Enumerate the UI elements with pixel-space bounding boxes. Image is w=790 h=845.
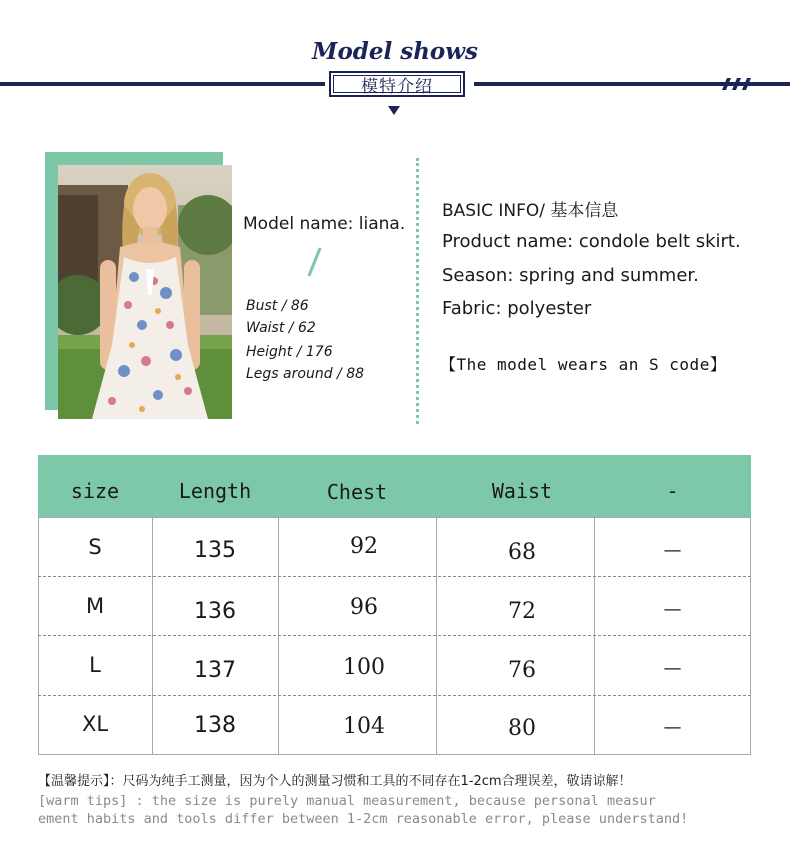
model-wears-size: 【The model wears an S code】: [440, 355, 727, 374]
dotted-divider: [416, 158, 419, 424]
cell-chest: 92: [350, 534, 378, 559]
cell-waist: 76: [508, 657, 536, 683]
cell-chest: 100: [343, 654, 385, 680]
header-rule-left: [0, 82, 325, 86]
cell-waist: 68: [508, 540, 536, 565]
fabric: Fabric: polyester: [442, 298, 592, 319]
cell-extra: —: [663, 599, 682, 620]
basic-info-heading: BASIC INFO/ 基本信息: [442, 201, 619, 221]
model-legs-around: Legs around / 88: [246, 366, 365, 382]
cell-size: M: [85, 593, 105, 618]
warm-tips-english-line2: ement habits and tools differ between 1-2cm reasonable error, please understand!: [38, 811, 689, 827]
cell-size: XL: [81, 712, 109, 736]
model-height: Height / 176: [246, 344, 333, 360]
model-waist: Waist / 62: [246, 320, 316, 336]
header-stripes-decoration: [718, 78, 758, 90]
product-name: Product name: condole belt skirt.: [442, 231, 741, 252]
col-header-extra: -: [666, 479, 679, 503]
cell-size: L: [89, 653, 101, 677]
cell-waist: 72: [508, 599, 536, 624]
col-header-chest: Chest: [326, 480, 388, 504]
model-bust: Bust / 86: [246, 298, 309, 314]
cell-extra: —: [663, 657, 682, 679]
col-header-size: size: [70, 479, 120, 503]
down-arrow-icon: [388, 106, 400, 115]
cell-waist: 80: [508, 715, 536, 741]
col-header-length: Length: [178, 479, 252, 503]
cell-extra: —: [663, 540, 682, 561]
cell-chest: 104: [343, 713, 385, 739]
cell-length: 138: [194, 712, 236, 738]
season: Season: spring and summer.: [442, 265, 699, 286]
model-photo: [58, 165, 232, 419]
slash-decoration: [307, 248, 321, 277]
col-header-waist: Waist: [491, 479, 553, 503]
model-name: Model name: liana.: [243, 214, 406, 234]
cell-chest: 96: [350, 595, 378, 620]
size-table: [38, 455, 751, 755]
warm-tips-chinese: 【温馨提示】：尺码为纯手工测量，因为个人的测量习惯和工具的不同存在1-2cm合理误差，敬请谅解！: [38, 774, 632, 789]
cell-length: 135: [194, 538, 236, 563]
cell-length: 136: [194, 599, 236, 624]
section-subtitle: 模特介绍: [333, 75, 461, 93]
cell-size: S: [88, 534, 102, 559]
section-title: Model shows: [311, 38, 479, 65]
section-subtitle-box: [329, 71, 465, 97]
cell-extra: —: [663, 716, 682, 738]
cell-length: 137: [194, 657, 236, 683]
warm-tips-english-line1: [warm tips] : the size is purely manual measurement, because personal measur: [38, 793, 656, 809]
